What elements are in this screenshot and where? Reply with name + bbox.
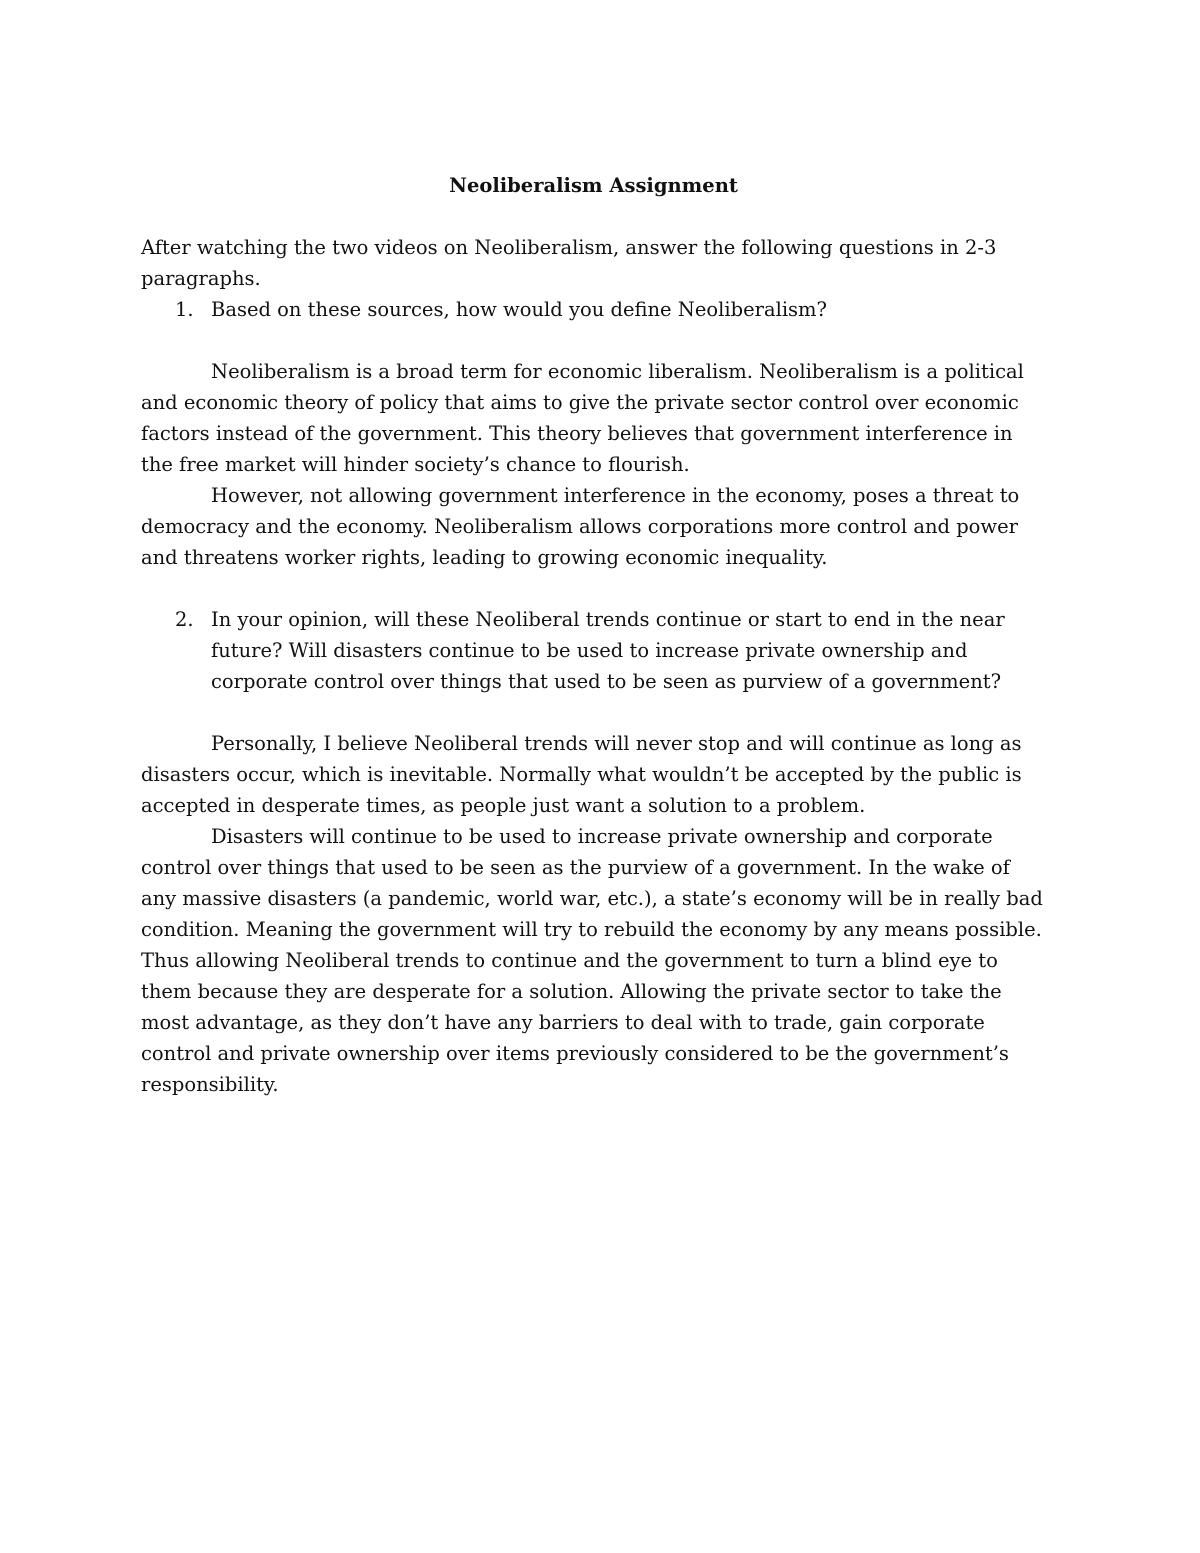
document-title: Neoliberalism Assignment <box>449 174 738 197</box>
spacer <box>141 325 1046 356</box>
spacer <box>141 697 1046 728</box>
assignment-instructions: After watching the two videos on Neoliberalism, answer the following questions in 2-3 paragraphs. <box>141 236 997 290</box>
question-2-text: In your opinion, will these Neoliberal trends continue or start to end in the near future? Will disasters continue to be used to increase private ownership and corporate control over things that used to be seen as purview of a government? <box>211 608 1005 693</box>
question-2-number: 2. <box>175 608 194 631</box>
question-1-number: 1. <box>175 298 194 321</box>
question-2 <box>141 604 1046 697</box>
question-1 <box>141 294 1046 325</box>
answer-2-paragraph-1: Personally, I believe Neoliberal trends will never stop and will continue as long as disasters occur, which is inevitable. Normally what wouldn’t be accepted by the public is accepted in desperate times, as people just want a solution to a problem. <box>141 732 1022 817</box>
answer-1-paragraph-2: However, not allowing government interference in the economy, poses a threat to democracy and the economy. Neoliberalism allows corporations more control and power and threatens worker rights, leading to growing economic inequality. <box>141 484 1020 569</box>
answer-1-paragraph-1: Neoliberalism is a broad term for economic liberalism. Neoliberalism is a political and economic theory of policy that aims to give the private sector control over economic factors instead of the government. This theory believes that government interference in the free market will hinder society’s chance to flourish. <box>141 360 1024 476</box>
document-body <box>141 170 1046 1100</box>
answer-2-paragraph-2: Disasters will continue to be used to increase private ownership and corporate control over things that used to be seen as the purview of a government. In the wake of any massive disasters (a pandemic, world war, etc.), a state’s economy will be in really bad condition. Meaning the government will try to rebuild the economy by any means possible. Thus allowing Neoliberal trends to continue and the government to turn a blind eye to them because they are desperate for a solution. Allowing the private sector to take the most advantage, as they don’t have any barriers to deal with to trade, gain corporate control and private ownership over items previously considered to be the government’s responsibility. <box>141 825 1043 1096</box>
question-1-text: Based on these sources, how would you define Neoliberalism? <box>211 298 828 321</box>
spacer <box>141 573 1046 604</box>
